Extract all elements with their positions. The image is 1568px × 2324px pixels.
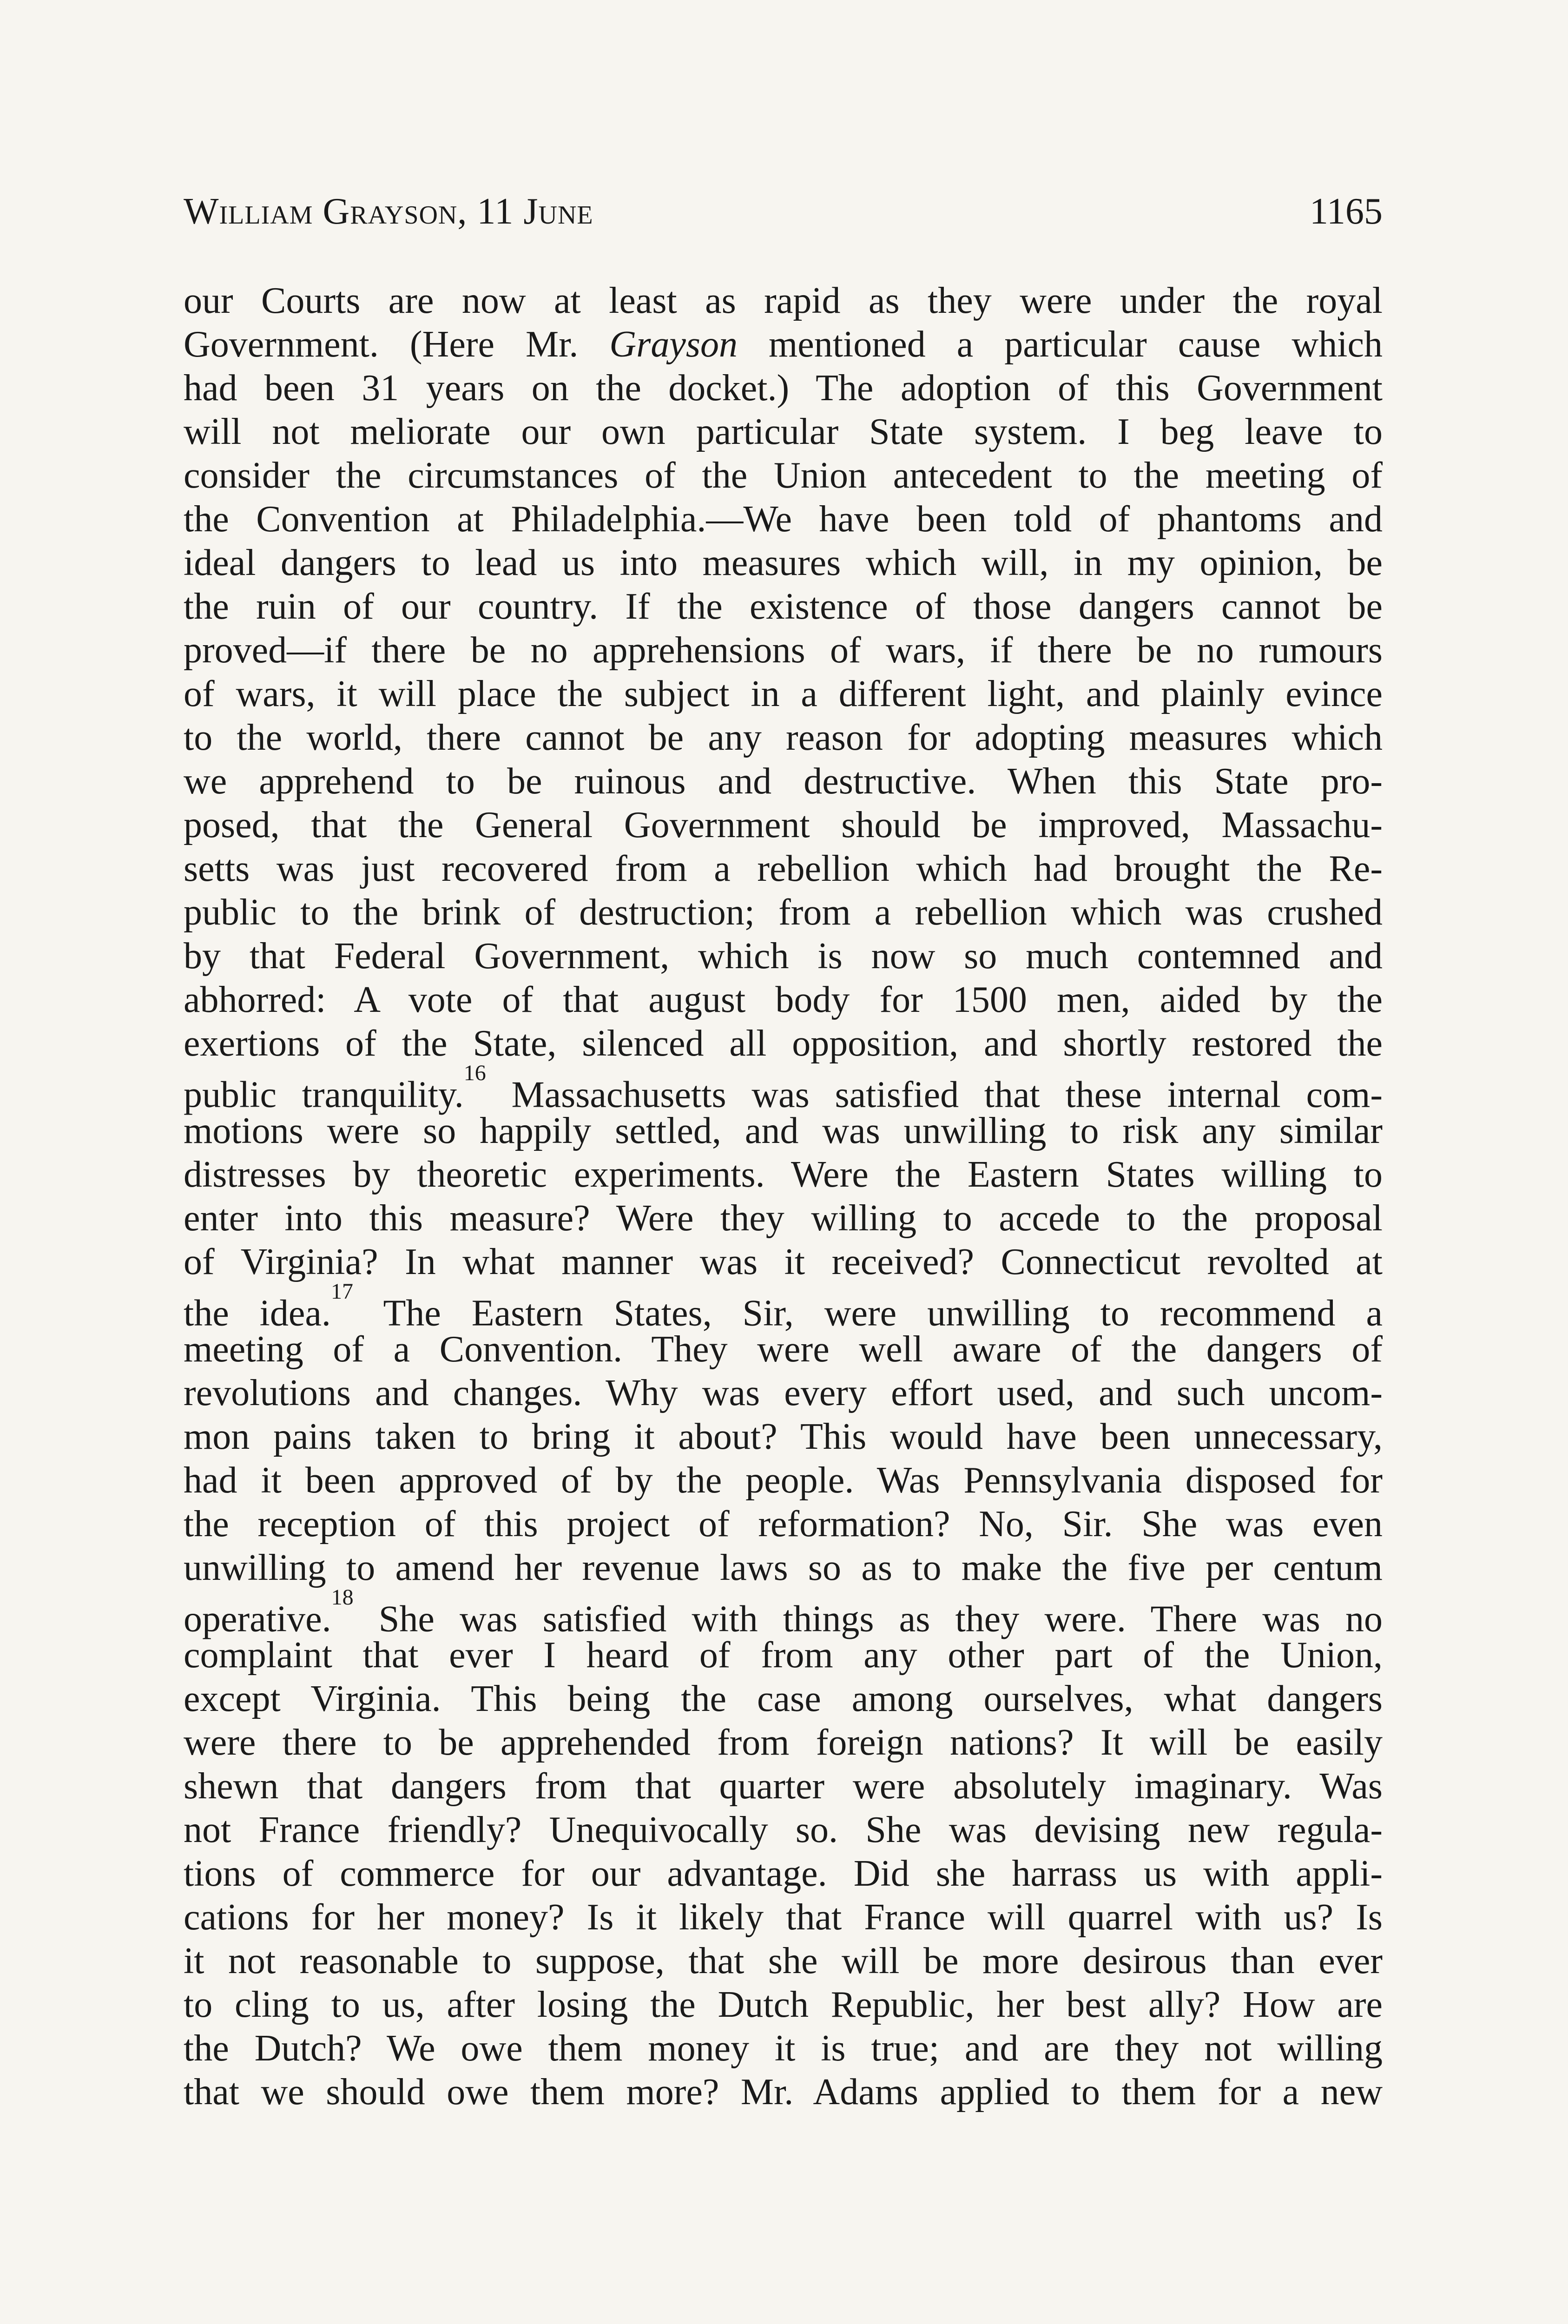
text-line: by that Federal Government, which is now so much contemned and bbox=[184, 936, 1383, 977]
text-line bbox=[184, 1061, 1383, 1116]
text-line bbox=[184, 323, 1383, 366]
footnote-marker: 17 bbox=[330, 1279, 353, 1304]
text-line: cations for her money? Is it likely that France will quarrel with us? Is bbox=[184, 1897, 1383, 1938]
text-line: mon pains taken to bring it about? This would have been unnecessary, bbox=[184, 1416, 1383, 1457]
text-line: the Dutch? We owe them money it is true; and are they not willing bbox=[184, 2028, 1383, 2069]
text-line: setts was just recovered from a rebellion which had brought the Re- bbox=[184, 848, 1383, 889]
text-line: proved—if there be no apprehensions of wars, if there be no rumours bbox=[184, 630, 1383, 671]
text-line: to the world, there cannot be any reason for adopting measures which bbox=[184, 717, 1383, 758]
text-line: to cling to us, after losing the Dutch Republic, her best ally? How are bbox=[184, 1984, 1383, 2025]
text-line bbox=[184, 1585, 1383, 1640]
text-line: we apprehend to be ruinous and destructive. When this State pro- bbox=[184, 761, 1383, 802]
text-line: enter into this measure? Were they willing to accede to the proposal bbox=[184, 1198, 1383, 1239]
text-segment: She was satisfied with things as they were. There was no bbox=[353, 1598, 1383, 1640]
text-segment: operative. bbox=[184, 1598, 331, 1640]
text-line: the reception of this project of reformation? No, Sir. She was even bbox=[184, 1504, 1383, 1545]
text-segment: public tranquility. bbox=[184, 1074, 464, 1116]
text-line: of wars, it will place the subject in a different light, and plainly evince bbox=[184, 673, 1383, 714]
running-title: William Grayson, 11 June bbox=[184, 191, 593, 232]
text-line: meeting of a Convention. They were well aware of the dangers of bbox=[184, 1329, 1383, 1370]
text-line: motions were so happily settled, and was unwilling to risk any similar bbox=[184, 1110, 1383, 1151]
text-line: complaint that ever I heard of from any other part of the Union, bbox=[184, 1635, 1383, 1676]
text-line: unwilling to amend her revenue laws so as to make the five per centum bbox=[184, 1547, 1383, 1588]
text-line: the ruin of our country. If the existence of those dangers cannot be bbox=[184, 586, 1383, 627]
text-line: our Courts are now at least as rapid as they were under the royal bbox=[184, 280, 1383, 321]
text-line: not France friendly? Unequivocally so. She was devising new regula- bbox=[184, 1809, 1383, 1850]
text-line: tions of commerce for our advantage. Did she harrass us with appli- bbox=[184, 1853, 1383, 1894]
text-segment: Massachusetts was satisfied that these internal com- bbox=[486, 1074, 1383, 1116]
text-line: consider the circumstances of the Union antecedent to the meeting of bbox=[184, 455, 1383, 496]
text-line: had been 31 years on the docket.) The adoption of this Government bbox=[184, 368, 1383, 409]
footnote-marker: 18 bbox=[331, 1585, 354, 1610]
speaker-name: Grayson bbox=[609, 324, 738, 365]
text-line: posed, that the General Government should be improved, Massachu- bbox=[184, 805, 1383, 845]
text-line bbox=[184, 1279, 1383, 1334]
text-line: shewn that dangers from that quarter were absolutely imaginary. Was bbox=[184, 1766, 1383, 1807]
footnote-marker: 16 bbox=[463, 1061, 486, 1085]
text-line: of Virginia? In what manner was it received? Connecticut revolted at bbox=[184, 1241, 1383, 1282]
text-line: will not meliorate our own particular State system. I beg leave to bbox=[184, 411, 1383, 452]
running-head bbox=[184, 186, 1383, 237]
text-line: abhorred: A vote of that august body for 1500 men, aided by the bbox=[184, 979, 1383, 1020]
text-line: that we should owe them more? Mr. Adams applied to them for a new bbox=[184, 2072, 1383, 2113]
text-line: ideal dangers to lead us into measures which will, in my opinion, be bbox=[184, 542, 1383, 583]
text-line: it not reasonable to suppose, that she will be more desirous than ever bbox=[184, 1941, 1383, 1981]
page-number: 1165 bbox=[1309, 191, 1383, 232]
text-line: exertions of the State, silenced all opposition, and shortly restored the bbox=[184, 1023, 1383, 1064]
body-text bbox=[184, 279, 1383, 2114]
text-line: distresses by theoretic experiments. Were the Eastern States willing to bbox=[184, 1154, 1383, 1195]
text-line: except Virginia. This being the case among ourselves, what dangers bbox=[184, 1678, 1383, 1719]
text-segment: Government. (Here Mr. bbox=[184, 324, 610, 365]
text-line: had it been approved of by the people. Was Pennsylvania disposed for bbox=[184, 1460, 1383, 1501]
text-line: public to the brink of destruction; from a rebellion which was crushed bbox=[184, 892, 1383, 933]
text-line: revolutions and changes. Why was every effort used, and such uncom- bbox=[184, 1373, 1383, 1413]
text-segment: The Eastern States, Sir, were unwilling to recommend a bbox=[353, 1293, 1383, 1334]
text-line: were there to be apprehended from foreign nations? It will be easily bbox=[184, 1722, 1383, 1763]
text-segment: the idea. bbox=[184, 1293, 331, 1334]
text-line: the Convention at Philadelphia.—We have been told of phantoms and bbox=[184, 499, 1383, 540]
text-segment: mentioned a particular cause which bbox=[737, 324, 1383, 365]
